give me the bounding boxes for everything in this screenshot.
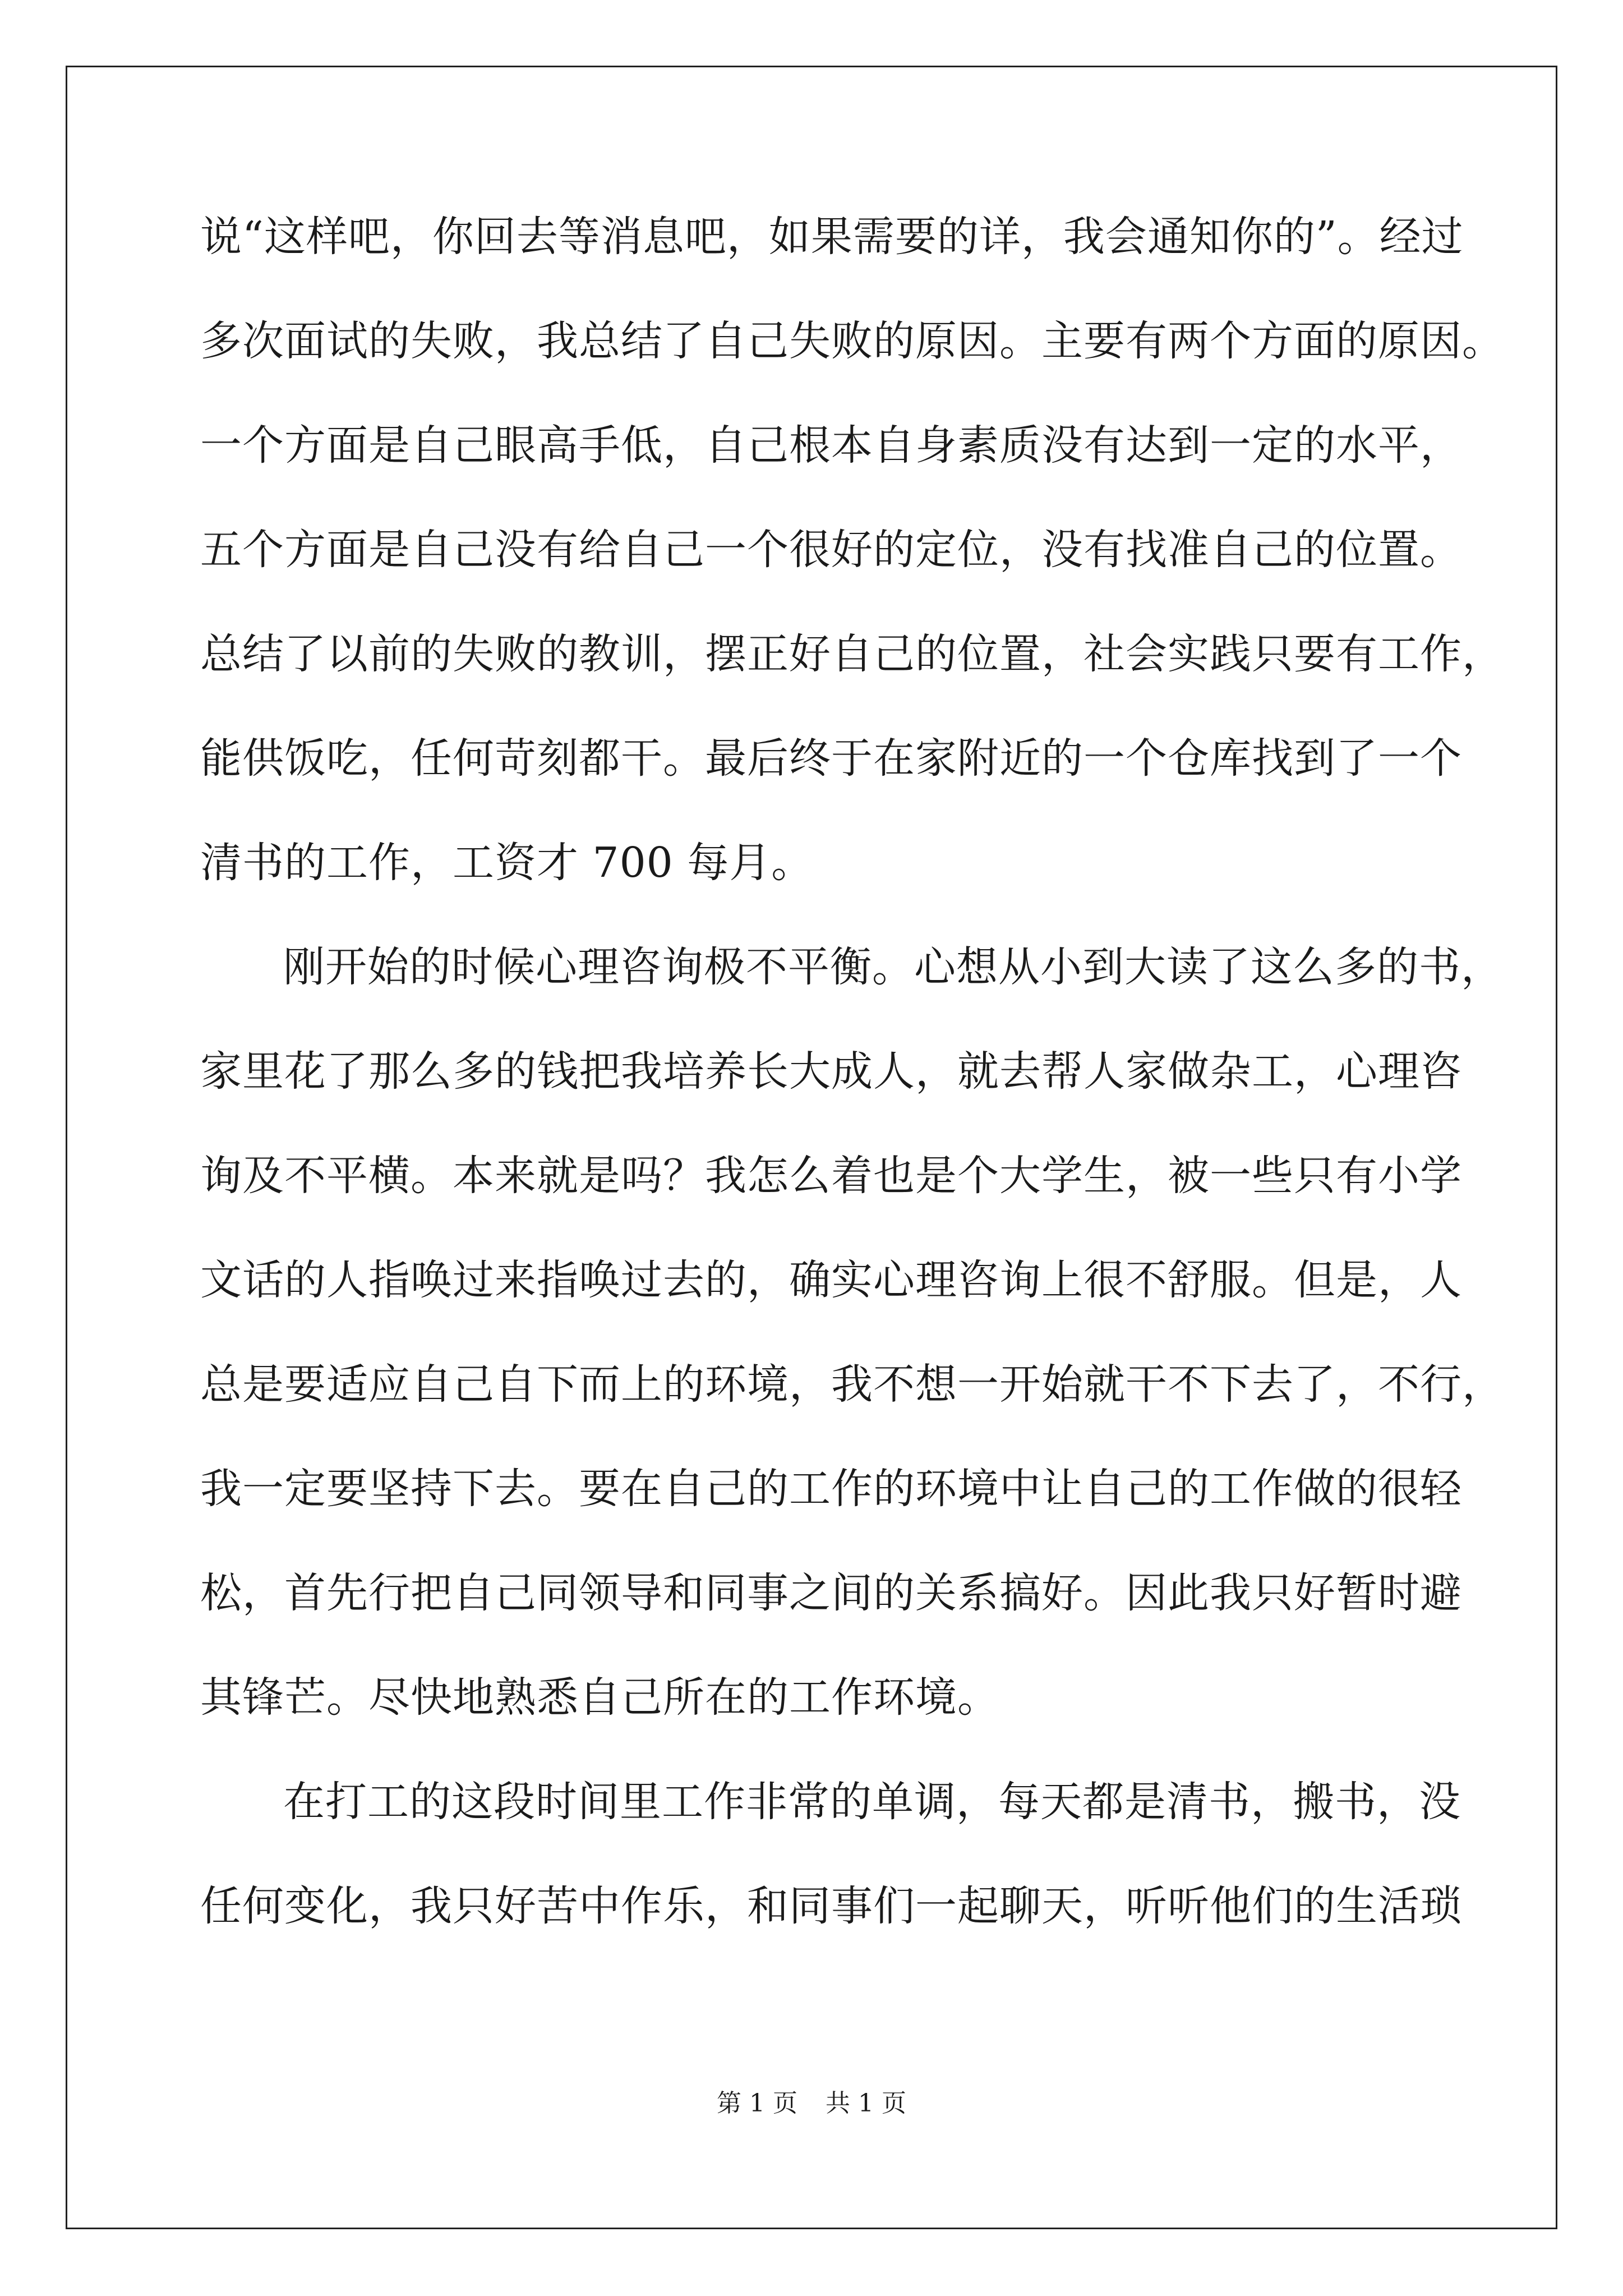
text-line: 我一定要坚持下去。要在自己的工作的环境中让自己的工作做的很轻: [200, 1465, 1462, 1513]
text-line: 总是要适应自己自下而上的环境，我不想一开始就干不下去了，不行，: [200, 1360, 1504, 1409]
text-line: 说“这样吧，你回去等消息吧，如果需要的详，我会通知你的”。经过: [200, 213, 1464, 261]
paragraph-first-line: 在打工的这段时间里工作非常的单调，每天都是清书，搬书，没: [283, 1778, 1461, 1826]
text-line: 清书的工作，工资才 700 每月。: [200, 839, 814, 887]
text-line: 文话的人指唤过来指唤过去的，确实心理咨询上很不舒服。但是，人: [200, 1256, 1462, 1304]
page-number: 第 1 页: [717, 2089, 797, 2118]
page-total: 共 1 页: [826, 2089, 906, 2118]
text-line: 询及不平横。本来就是吗？我怎么着也是个大学生，被一些只有小学: [200, 1152, 1462, 1200]
paragraph-first-line: 刚开始的时候心理咨询极不平衡。心想从小到大读了这么多的书，: [283, 943, 1503, 991]
text-line: 松，首先行把自己同领导和同事之间的关系搞好。因此我只好暂时避: [200, 1569, 1462, 1617]
text-line: 家里花了那么多的钱把我培养长大成人，就去帮人家做杂工，心理咨: [200, 1047, 1462, 1096]
page-footer: [0, 2087, 1623, 2120]
text-line: 其锋芒。尽快地熟悉自己所在的工作环境。: [200, 1673, 999, 1722]
text-line: 多次面试的失败，我总结了自己失败的原因。主要有两个方面的原因。: [200, 317, 1504, 365]
text-line: 一个方面是自己眼高手低，自己根本自身素质没有达到一定的水平，: [200, 421, 1462, 470]
text-line: 能供饭吃，任何苛刻都干。最后终于在家附近的一个仓库找到了一个: [200, 734, 1462, 783]
text-line: 五个方面是自己没有给自己一个很好的定位，没有找准自己的位置。: [200, 526, 1462, 574]
text-line: 总结了以前的失败的教训，摆正好自己的位置，社会实践只要有工作，: [200, 630, 1504, 678]
text-line: 任何变化，我只好苦中作乐，和同事们一起聊天，听听他们的生活琐: [200, 1882, 1462, 1930]
